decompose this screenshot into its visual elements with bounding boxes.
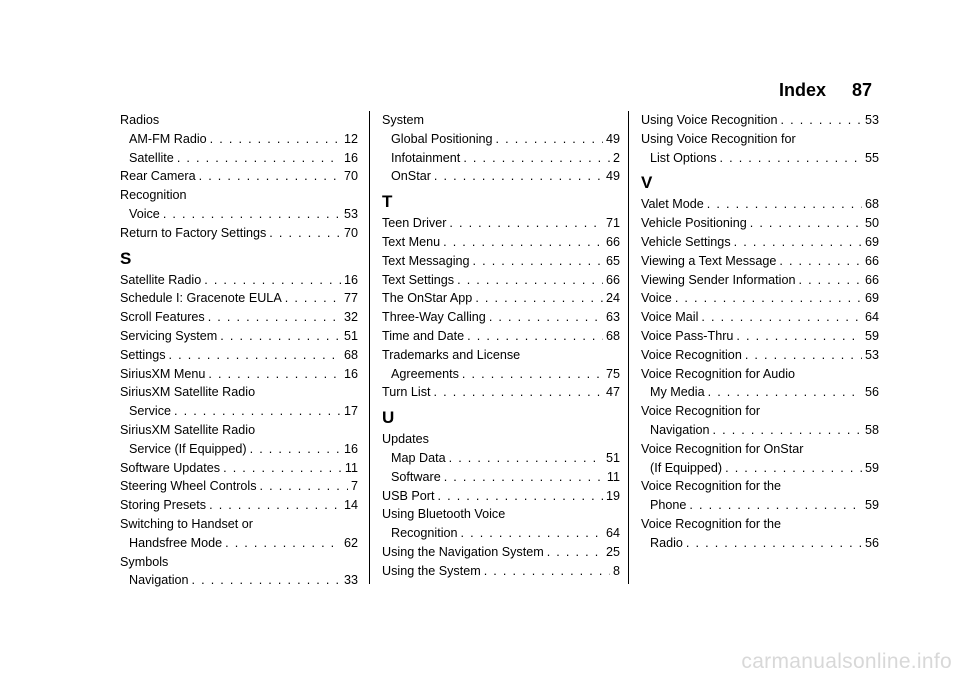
index-subentry <box>382 524 620 543</box>
entry-heading: Using Bluetooth Voice <box>382 507 506 522</box>
dot-leader <box>686 534 862 553</box>
index-entry <box>120 477 358 496</box>
page-reference: 70 <box>343 225 358 240</box>
entry-label: Radio <box>650 535 683 550</box>
index-subentry <box>382 130 620 149</box>
entry-label: Turn List <box>382 385 431 400</box>
index-entry <box>641 477 879 515</box>
dot-leader <box>473 252 603 271</box>
index-entry-line <box>382 327 620 346</box>
page-reference: 58 <box>864 422 879 437</box>
column-divider <box>628 111 629 584</box>
index-entry <box>641 130 879 168</box>
index-entry-line <box>641 214 879 233</box>
dot-leader <box>192 571 341 590</box>
index-entry <box>641 402 879 440</box>
page-reference: 16 <box>343 272 358 287</box>
index-entry <box>641 308 879 327</box>
page-reference: 49 <box>605 131 620 146</box>
page-reference: 71 <box>605 216 620 231</box>
dot-leader <box>434 383 603 402</box>
entry-heading: Recognition <box>120 188 187 203</box>
entry-heading: Voice Recognition for <box>641 404 761 419</box>
page-reference: 68 <box>864 197 879 212</box>
entry-label: Schedule I: Gracenote EULA <box>120 291 282 306</box>
index-subentry <box>641 459 879 478</box>
dot-leader <box>750 214 862 233</box>
entry-label: Map Data <box>391 450 446 465</box>
dot-leader <box>438 487 603 506</box>
index-entry <box>120 515 358 553</box>
entry-label: Three-Way Calling <box>382 310 486 325</box>
page-reference: 64 <box>605 526 620 541</box>
index-entry-line <box>641 271 879 290</box>
dot-leader <box>443 233 603 252</box>
dot-leader <box>204 271 341 290</box>
page-reference: 56 <box>864 385 879 400</box>
entry-heading: Switching to Handset or <box>120 516 254 531</box>
dot-leader <box>209 496 341 515</box>
index-entry <box>382 346 620 384</box>
dot-leader <box>720 149 862 168</box>
entry-label: Scroll Features <box>120 310 205 325</box>
dot-leader <box>798 271 862 290</box>
index-entry-line <box>120 496 358 515</box>
index-entry <box>120 365 358 384</box>
entry-label: AM-FM Radio <box>129 131 207 146</box>
index-entry-line <box>641 233 879 252</box>
dot-leader <box>260 477 348 496</box>
page-reference: 24 <box>605 291 620 306</box>
index-subentry <box>382 167 620 186</box>
entry-label: My Media <box>650 385 705 400</box>
dot-leader <box>269 224 341 243</box>
page-reference: 16 <box>343 441 358 456</box>
dot-leader <box>707 195 862 214</box>
dot-leader <box>489 308 603 327</box>
page-reference: 11 <box>344 460 358 475</box>
entry-label: Agreements <box>391 366 459 381</box>
index-entry <box>120 111 358 167</box>
page-reference: 8 <box>612 563 620 578</box>
entry-label: Satellite <box>129 150 174 165</box>
entry-label: Settings <box>120 347 166 362</box>
index-subentry <box>382 468 620 487</box>
page-reference: 16 <box>343 366 358 381</box>
dot-leader <box>174 402 341 421</box>
page-reference: 53 <box>864 113 879 127</box>
page-reference: 33 <box>343 573 358 588</box>
page-reference: 66 <box>605 234 620 249</box>
page-reference: 11 <box>606 469 620 484</box>
index-column-3 <box>641 111 879 553</box>
page-reference: 55 <box>864 150 879 165</box>
index-entry <box>641 195 879 214</box>
index-entry <box>382 505 620 543</box>
entry-heading: Voice Recognition for Audio <box>641 366 796 381</box>
page-reference: 75 <box>605 366 620 381</box>
index-entry-line <box>120 477 358 496</box>
index-entry <box>120 383 358 421</box>
entry-label: Using Voice Recognition <box>641 113 778 127</box>
page-reference: 14 <box>343 498 358 513</box>
entry-label: OnStar <box>391 169 431 184</box>
index-entry <box>382 289 620 308</box>
dot-leader <box>461 524 603 543</box>
entry-label: Viewing Sender Information <box>641 272 796 287</box>
entry-heading: Trademarks and License <box>382 347 521 362</box>
dot-leader <box>210 130 341 149</box>
entry-label: Voice Recognition <box>641 347 742 362</box>
index-entry-line <box>382 214 620 233</box>
entry-label: Software Updates <box>120 460 221 475</box>
index-entry <box>120 553 358 591</box>
entry-label: (If Equipped) <box>650 460 723 475</box>
entry-label: Global Positioning <box>391 131 493 146</box>
page-reference: 65 <box>605 253 620 268</box>
entry-heading: Voice Recognition for the <box>641 479 782 494</box>
index-subentry <box>382 149 620 168</box>
page-reference: 12 <box>343 131 358 146</box>
index-subentry <box>120 130 358 149</box>
dot-leader <box>250 440 341 459</box>
dot-leader <box>434 167 603 186</box>
entry-label: Teen Driver <box>382 216 447 231</box>
entry-label: Infotainment <box>391 150 461 165</box>
dot-leader <box>208 365 341 384</box>
index-entry-line <box>120 346 358 365</box>
entry-label: Using the Navigation System <box>382 544 544 559</box>
index-entry <box>382 543 620 562</box>
entry-label: Voice Mail <box>641 310 699 325</box>
index-entry <box>120 346 358 365</box>
index-subentry <box>120 205 358 224</box>
entry-heading: Radios <box>120 113 160 127</box>
dot-leader <box>475 289 603 308</box>
index-subentry <box>120 402 358 421</box>
entry-heading: System <box>382 113 424 127</box>
index-entry-line <box>382 271 620 290</box>
section-letter: U <box>382 408 395 428</box>
index-entry-line <box>120 271 358 290</box>
page-reference: 64 <box>864 310 879 325</box>
index-entry <box>382 383 620 402</box>
entry-label: Text Messaging <box>382 253 470 268</box>
page-reference: 7 <box>350 479 358 494</box>
page-reference: 62 <box>343 535 358 550</box>
entry-heading: Symbols <box>120 554 169 569</box>
dot-leader <box>734 233 862 252</box>
dot-leader <box>177 149 341 168</box>
index-entry <box>641 252 879 271</box>
index-entry <box>382 252 620 271</box>
index-entry-line <box>641 308 879 327</box>
dot-leader <box>208 308 341 327</box>
index-entry <box>120 327 358 346</box>
dot-leader <box>725 459 862 478</box>
page-reference: 68 <box>605 328 620 343</box>
index-entry <box>641 233 879 252</box>
entry-label: Phone <box>650 498 687 513</box>
index-entry <box>120 271 358 290</box>
index-entry-line <box>641 111 879 130</box>
entry-heading: Updates <box>382 432 429 447</box>
index-subentry <box>120 440 358 459</box>
index-entry <box>120 224 358 243</box>
dot-leader <box>199 167 341 186</box>
page-reference: 59 <box>864 328 879 343</box>
dot-leader <box>449 214 603 233</box>
page-reference: 77 <box>343 291 358 306</box>
index-entry-line <box>120 224 358 243</box>
index-entry <box>382 327 620 346</box>
index-entry <box>382 233 620 252</box>
dot-leader <box>462 365 603 384</box>
entry-label: Service (If Equipped) <box>129 441 247 456</box>
page-reference: 25 <box>605 544 620 559</box>
page-reference: 66 <box>605 272 620 287</box>
index-entry <box>120 186 358 224</box>
page-reference: 16 <box>343 150 358 165</box>
index-column-2 <box>382 111 620 581</box>
section-letter: T <box>382 192 393 212</box>
dot-leader <box>547 543 603 562</box>
entry-label: Text Menu <box>382 234 441 249</box>
index-entry-line <box>120 459 358 478</box>
entry-label: Voice <box>641 291 672 306</box>
index-entry-line <box>120 308 358 327</box>
index-entry-line <box>382 487 620 506</box>
page-reference: 47 <box>605 385 620 400</box>
dot-leader <box>285 289 341 308</box>
index-subentry <box>641 383 879 402</box>
index-entry <box>120 289 358 308</box>
page-reference: 32 <box>343 310 358 325</box>
page-reference: 53 <box>864 347 879 362</box>
page-number: 87 <box>851 80 872 100</box>
page-reference: 2 <box>612 150 620 165</box>
page-reference: 59 <box>864 460 879 475</box>
index-entry-line <box>120 365 358 384</box>
column-divider <box>369 111 370 584</box>
index-subentry <box>641 421 879 440</box>
dot-leader <box>713 421 862 440</box>
watermark: carmanualsonline.info <box>741 650 952 673</box>
index-entry <box>641 365 879 403</box>
entry-label: Handsfree Mode <box>129 535 223 550</box>
entry-label: Rear Camera <box>120 169 196 184</box>
dot-leader <box>675 289 862 308</box>
dot-leader <box>484 562 610 581</box>
index-entry <box>382 308 620 327</box>
entry-label: List Options <box>650 150 717 165</box>
page-reference: 66 <box>864 253 879 268</box>
page-reference: 69 <box>864 291 879 306</box>
dot-leader <box>463 149 610 168</box>
index-entry <box>641 289 879 308</box>
dot-leader <box>467 327 603 346</box>
index-entry <box>382 562 620 581</box>
entry-heading: Voice Recognition for OnStar <box>641 441 804 456</box>
entry-heading: Using Voice Recognition for <box>641 131 796 146</box>
dot-leader <box>444 468 604 487</box>
dot-leader <box>781 111 862 130</box>
index-entry-line <box>382 543 620 562</box>
page-reference: 17 <box>343 404 358 419</box>
index-entry <box>120 308 358 327</box>
dot-leader <box>708 383 862 402</box>
dot-leader <box>701 308 862 327</box>
dot-leader <box>223 459 342 478</box>
index-subentry <box>120 149 358 168</box>
section-letter: S <box>120 248 132 268</box>
index-entry-line <box>120 167 358 186</box>
page-reference: 53 <box>343 206 358 221</box>
dot-leader <box>689 496 862 515</box>
page-reference: 49 <box>605 169 620 184</box>
entry-label: The OnStar App <box>382 291 473 306</box>
dot-leader <box>736 327 862 346</box>
index-entry-line <box>382 252 620 271</box>
index-subentry <box>120 534 358 553</box>
index-entry <box>382 214 620 233</box>
dot-leader <box>163 205 341 224</box>
index-entry <box>120 459 358 478</box>
index-entry-line <box>641 195 879 214</box>
page-reference: 51 <box>605 450 620 465</box>
dot-leader <box>169 346 341 365</box>
index-entry-line <box>641 289 879 308</box>
page-title: Index <box>778 80 826 100</box>
entry-label: Time and Date <box>382 328 465 343</box>
index-entry-line <box>641 346 879 365</box>
index-entry-line <box>382 562 620 581</box>
index-entry <box>641 327 879 346</box>
entry-label: Text Settings <box>382 272 455 287</box>
index-entry-line <box>641 327 879 346</box>
dot-leader <box>779 252 862 271</box>
index-entry-line <box>641 252 879 271</box>
index-entry <box>120 496 358 515</box>
index-entry-line <box>382 289 620 308</box>
entry-label: Vehicle Positioning <box>641 216 747 231</box>
page-header <box>779 80 872 101</box>
entry-heading: SiriusXM Satellite Radio <box>120 385 256 400</box>
page-reference: 56 <box>864 535 879 550</box>
entry-label: Satellite Radio <box>120 272 202 287</box>
page-reference: 50 <box>864 216 879 231</box>
index-entry <box>382 430 620 486</box>
page-reference: 70 <box>343 169 358 184</box>
index-entry <box>120 421 358 459</box>
entry-label: Voice Pass-Thru <box>641 328 734 343</box>
dot-leader <box>457 271 603 290</box>
section-letter: V <box>641 173 653 193</box>
index-entry <box>641 515 879 553</box>
entry-label: Steering Wheel Controls <box>120 479 257 494</box>
entry-label: SiriusXM Menu <box>120 366 206 381</box>
index-subentry <box>382 449 620 468</box>
entry-label: Navigation <box>129 573 189 588</box>
index-subentry <box>641 496 879 515</box>
entry-label: USB Port <box>382 488 435 503</box>
dot-leader <box>449 449 603 468</box>
entry-label: Servicing System <box>120 328 218 343</box>
index-entry-line <box>120 327 358 346</box>
entry-label: Return to Factory Settings <box>120 225 267 240</box>
dot-leader <box>496 130 603 149</box>
index-entry <box>641 346 879 365</box>
entry-heading: SiriusXM Satellite Radio <box>120 422 256 437</box>
index-column-1 <box>120 111 358 590</box>
index-entry-line <box>120 289 358 308</box>
index-subentry <box>641 149 879 168</box>
entry-label: Storing Presets <box>120 498 207 513</box>
entry-label: Valet Mode <box>641 197 704 212</box>
index-entry-line <box>382 383 620 402</box>
index-entry <box>641 440 879 478</box>
entry-label: Vehicle Settings <box>641 234 731 249</box>
entry-label: Navigation <box>650 422 710 437</box>
dot-leader <box>745 346 862 365</box>
entry-heading: Voice Recognition for the <box>641 516 782 531</box>
entry-label: Service <box>129 404 171 419</box>
entry-label: Software <box>391 469 441 484</box>
dot-leader <box>220 327 341 346</box>
page-reference: 59 <box>864 498 879 513</box>
index-entry <box>641 271 879 290</box>
index-entry-line <box>382 308 620 327</box>
index-entry <box>382 111 620 186</box>
index-entry <box>382 271 620 290</box>
page-reference: 68 <box>343 347 358 362</box>
index-entry <box>641 214 879 233</box>
index-entry <box>641 111 879 130</box>
index-entry-line <box>382 233 620 252</box>
entry-label: Viewing a Text Message <box>641 253 777 268</box>
page-reference: 19 <box>605 488 620 503</box>
index-subentry <box>382 365 620 384</box>
index-subentry <box>641 534 879 553</box>
dot-leader <box>225 534 341 553</box>
entry-label: Recognition <box>391 526 458 541</box>
entry-label: Using the System <box>382 563 481 578</box>
index-entry <box>382 487 620 506</box>
index-entry <box>120 167 358 186</box>
entry-label: Voice <box>129 206 160 221</box>
page-reference: 66 <box>864 272 879 287</box>
page-reference: 51 <box>343 328 358 343</box>
index-subentry <box>120 571 358 590</box>
page-reference: 69 <box>864 234 879 249</box>
page-reference: 63 <box>605 310 620 325</box>
